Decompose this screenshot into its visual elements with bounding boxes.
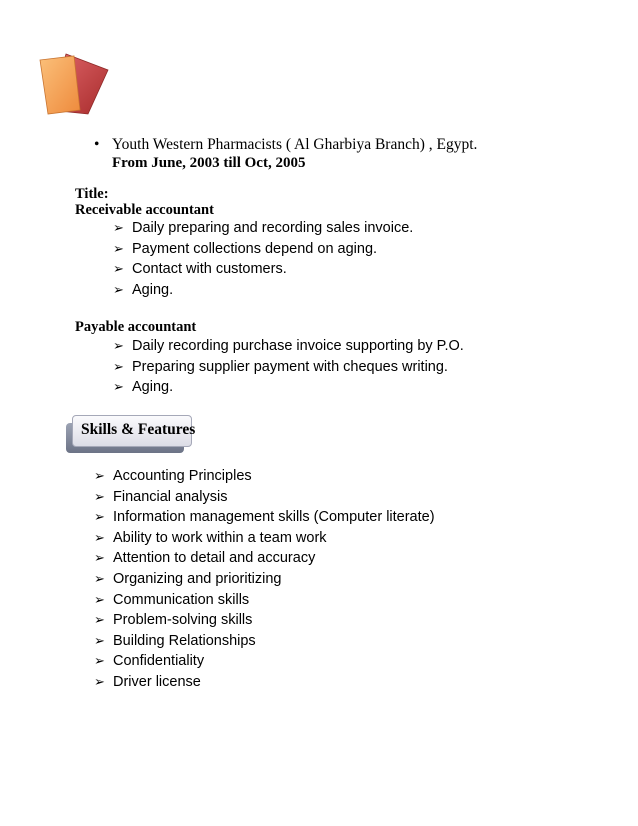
arrow-bullet-icon: ➢	[113, 261, 124, 277]
document-pages-icon	[36, 52, 110, 118]
arrow-bullet-icon: ➢	[113, 220, 124, 235]
arrow-bullet-icon: ➢	[94, 612, 105, 628]
arrow-bullet-icon: ➢	[113, 281, 124, 297]
title-label: Title:	[75, 186, 109, 202]
arrow-bullet-icon: ➢	[94, 550, 105, 566]
role-title: Receivable accountant	[75, 202, 214, 218]
section-heading: Skills & Features	[81, 421, 196, 438]
arrow-bullet-icon: ➢	[113, 338, 124, 353]
arrow-bullet-icon: ➢	[94, 529, 105, 545]
arrow-bullet-icon: ➢	[94, 509, 105, 525]
arrow-bullet-icon: ➢	[113, 379, 124, 395]
employment-period: From June, 2003 till Oct, 2005	[112, 155, 306, 171]
arrow-bullet-icon: ➢	[113, 240, 124, 256]
arrow-bullet-icon: ➢	[94, 632, 105, 648]
arrow-bullet-icon: ➢	[94, 591, 105, 607]
skills-section-banner	[66, 415, 194, 455]
arrow-bullet-icon: ➢	[94, 673, 105, 689]
role-title: Payable accountant	[75, 319, 197, 335]
arrow-bullet-icon: ➢	[94, 488, 105, 504]
arrow-bullet-icon: ➢	[94, 653, 105, 669]
list-bullet: •	[94, 136, 100, 153]
arrow-bullet-icon: ➢	[94, 468, 105, 483]
arrow-bullet-icon: ➢	[113, 358, 124, 374]
arrow-bullet-icon: ➢	[94, 570, 105, 586]
employer-name: Youth Western Pharmacists ( Al Gharbiya Branch) , Egypt.	[112, 136, 478, 153]
